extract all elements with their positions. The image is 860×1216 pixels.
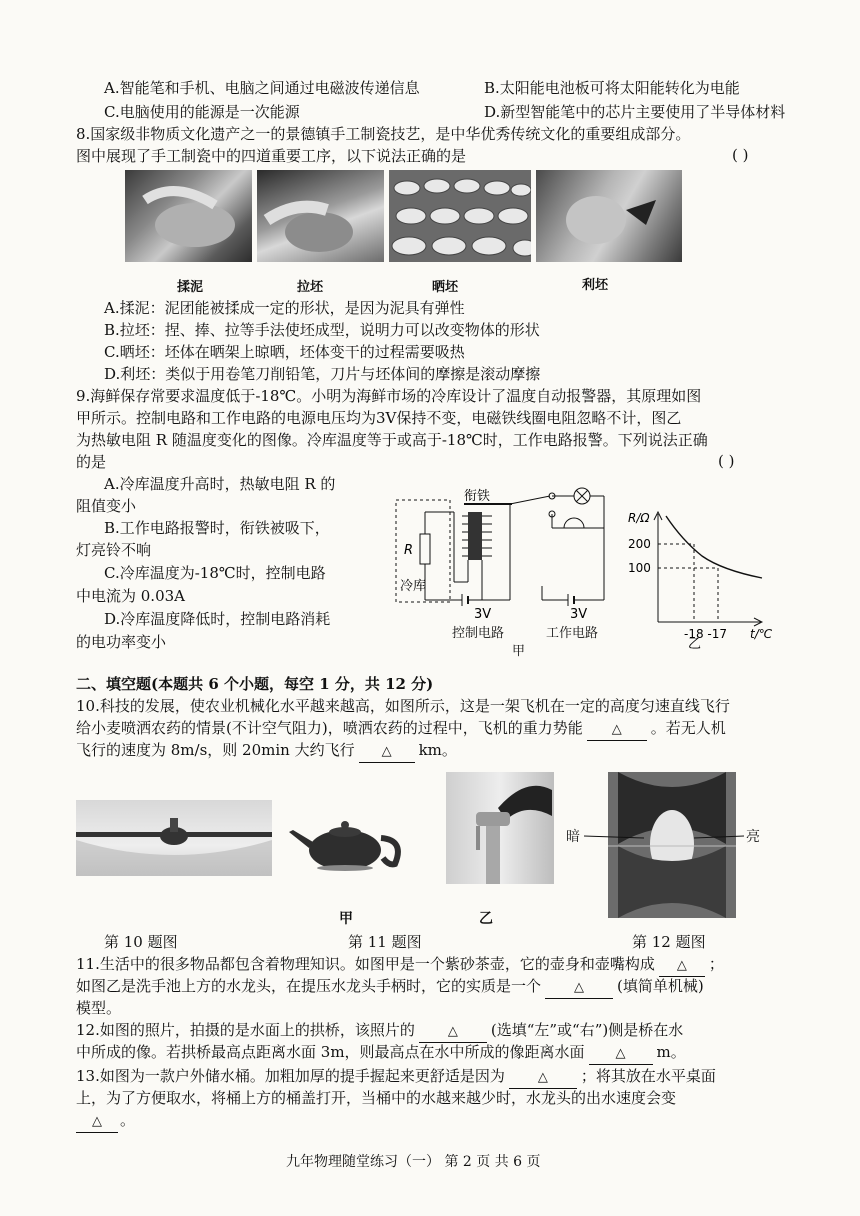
q7-option-b: B.太阳能电池板可将太阳能转化为电能	[484, 79, 740, 97]
q11-line1: 11.生活中的很多物品都包含着物理知识。如图甲是一个紫砂茶壶，它的壶身和壶嘴构成 △ ；	[76, 954, 724, 977]
q11-blank-1: △	[659, 956, 705, 977]
photo-faucet	[446, 772, 554, 884]
q8-answer-paren: ( )	[732, 146, 749, 164]
q11-blank-2: △	[545, 978, 613, 999]
q7-option-d: D.新型智能笔中的芯片主要使用了半导体材料	[484, 103, 786, 121]
q10-line3: 飞行的速度为 8m/s，则 20min 大约飞行 △ km。	[76, 740, 457, 763]
figure-11-caption: 第 11 题图	[348, 933, 422, 951]
figure-11-yi-label: 乙	[479, 911, 493, 927]
control-circuit-label: 控制电路	[452, 626, 505, 641]
q11-line2: 如图乙是洗手池上方的水龙头，在提压水龙头手柄时，它的实质是一个 △ (填简单机械)	[76, 976, 704, 999]
cold-room-label: 冷库	[400, 579, 427, 594]
q8-option-c: C.晒坯：坯体在晒架上晾晒，坯体变干的过程需要吸热	[104, 343, 465, 361]
q9-option-c-line2: 中电流为 0.03A	[76, 587, 185, 605]
photo-crop-duster-plane	[76, 800, 272, 876]
caption-drying: 晒坯	[431, 280, 458, 295]
figure-12-caption: 第 12 题图	[632, 933, 706, 951]
q13-line1: 13.如图为一款户外储水桶。加粗加厚的提手握起来更舒适是因为 △ ；将其放在水平桌面	[76, 1066, 716, 1089]
figure-jia-label: 甲	[512, 644, 526, 659]
graph-y-tick-100: 100	[628, 561, 651, 575]
figure-yi-label: 乙	[688, 637, 702, 650]
caption-trimming: 利坯	[581, 278, 608, 293]
q9-option-b-line2: 灯亮铃不响	[76, 541, 152, 559]
label-bright: 亮	[746, 829, 760, 845]
caption-throwing: 拉坯	[296, 280, 323, 295]
q13-blank-1: △	[509, 1068, 577, 1089]
q10-line1: 10.科技的发展，使农业机械化水平越来越高，如图所示，这是一架飞机在一定的高度匀速直线飞行	[76, 697, 730, 715]
q10-line2: 给小麦喷洒农药的情景(不计空气阻力)，喷洒农药的过程中，飞机的重力势能 △ 。若无人机	[76, 718, 726, 741]
circuit-diagram	[392, 482, 620, 632]
photo-kneading-clay	[125, 170, 252, 262]
graph-x-ticks: -18 -17	[684, 627, 728, 641]
photo-trimming-greenware	[536, 170, 682, 262]
bridge-pointer-lines	[584, 834, 744, 842]
q10-blank-1: △	[587, 720, 647, 741]
photo-drying-greenware	[389, 170, 531, 262]
q9-stem-line3: 为热敏电阻 R 随温度变化的图像。冷库温度等于或高于-18℃时，工作电路报警。下列说法正确	[76, 431, 708, 449]
caption-kneading: 揉泥	[176, 280, 203, 295]
graph-x-label: t/℃	[750, 627, 773, 641]
graph-y-label: R/Ω	[628, 511, 650, 525]
resistance-temperature-graph	[622, 500, 778, 650]
q11-line3: 模型。	[76, 999, 122, 1017]
q13-line2: 上，为了方便取水，将桶上方的桶盖打开，当桶中的水越来越少时，水龙头的出水速度会变	[76, 1089, 677, 1107]
q9-stem-line4: 的是	[76, 453, 107, 471]
q12-blank-1: △	[419, 1022, 487, 1043]
photo-teapot	[283, 806, 413, 876]
q9-stem-line1: 9.海鲜保存常要求温度低于-18℃。小明为海鲜市场的冷库设计了温度自动报警器，其原理如图	[76, 387, 702, 405]
q8-option-d: D.利坯：类似于用卷笔刀削铅笔，刀片与坯体间的摩擦是滚动摩擦	[104, 365, 541, 383]
q7-option-a: A.智能笔和手机、电脑之间通过电磁波传递信息	[104, 79, 420, 97]
page-footer: 九年物理随堂练习（一） 第 2 页 共 6 页	[286, 1154, 541, 1170]
photo-arch-bridge	[608, 772, 736, 918]
figure-11-jia-label: 甲	[339, 911, 353, 927]
q9-option-d-line2: 的电功率变小	[76, 633, 167, 651]
q9-option-a-line2: 阻值变小	[76, 497, 137, 515]
photo-throwing-clay	[257, 170, 384, 262]
q9-answer-paren: ( )	[718, 452, 735, 470]
q8-stem-line1: 8.国家级非物质文化遗产之一的景德镇手工制瓷技艺，是中华优秀传统文化的重要组成部分。	[76, 125, 691, 143]
section-heading: 二、填空题(本题共 6 个小题，每空 1 分，共 12 分)	[76, 675, 434, 693]
q8-option-a: A.揉泥：泥团能被揉成一定的形状，是因为泥具有弹性	[104, 299, 465, 317]
armature-label: 衔铁	[464, 489, 491, 504]
q7-option-c: C.电脑使用的能源是一次能源	[104, 103, 300, 121]
q9-option-a-line1: A.冷库温度升高时，热敏电阻 R 的	[104, 475, 336, 493]
resistor-label: R	[404, 543, 414, 558]
q8-option-b: B.拉坯：捏、捧、拉等手法使坯成型，说明力可以改变物体的形状	[104, 321, 540, 339]
q10-blank-2: △	[359, 742, 415, 763]
q9-option-c-line1: C.冷库温度为-18℃时，控制电路	[104, 564, 326, 582]
q9-option-d-line1: D.冷库温度降低时，控制电路消耗	[104, 610, 331, 628]
label-dark: 暗	[566, 829, 580, 845]
q12-blank-2: △	[589, 1044, 653, 1065]
q8-stem-line2: 图中展现了手工制瓷中的四道重要工序，以下说法正确的是	[76, 147, 467, 165]
figure-10-caption: 第 10 题图	[104, 933, 178, 951]
q13-line3: △ 。	[76, 1110, 135, 1133]
q13-blank-2: △	[76, 1112, 118, 1133]
q12-line1: 12.如图的照片，拍摄的是水面上的拱桥，该照片的 △ (选填“左”或“右”)侧是桥在水	[76, 1020, 683, 1043]
q12-line2: 中所成的像。若拱桥最高点距离水面 3m，则最高点在水中所成的像距离水面 △ m。	[76, 1042, 686, 1065]
work-voltage-label: 3V	[570, 607, 588, 622]
control-voltage-label: 3V	[474, 607, 492, 622]
q9-stem-line2: 甲所示。控制电路和工作电路的电源电压均为3V保持不变，电磁铁线圈电阻忽略不计，图乙	[76, 409, 682, 427]
q9-option-b-line1: B.工作电路报警时，衔铁被吸下，	[104, 519, 330, 537]
graph-y-tick-200: 200	[628, 537, 651, 551]
work-circuit-label: 工作电路	[546, 626, 599, 641]
